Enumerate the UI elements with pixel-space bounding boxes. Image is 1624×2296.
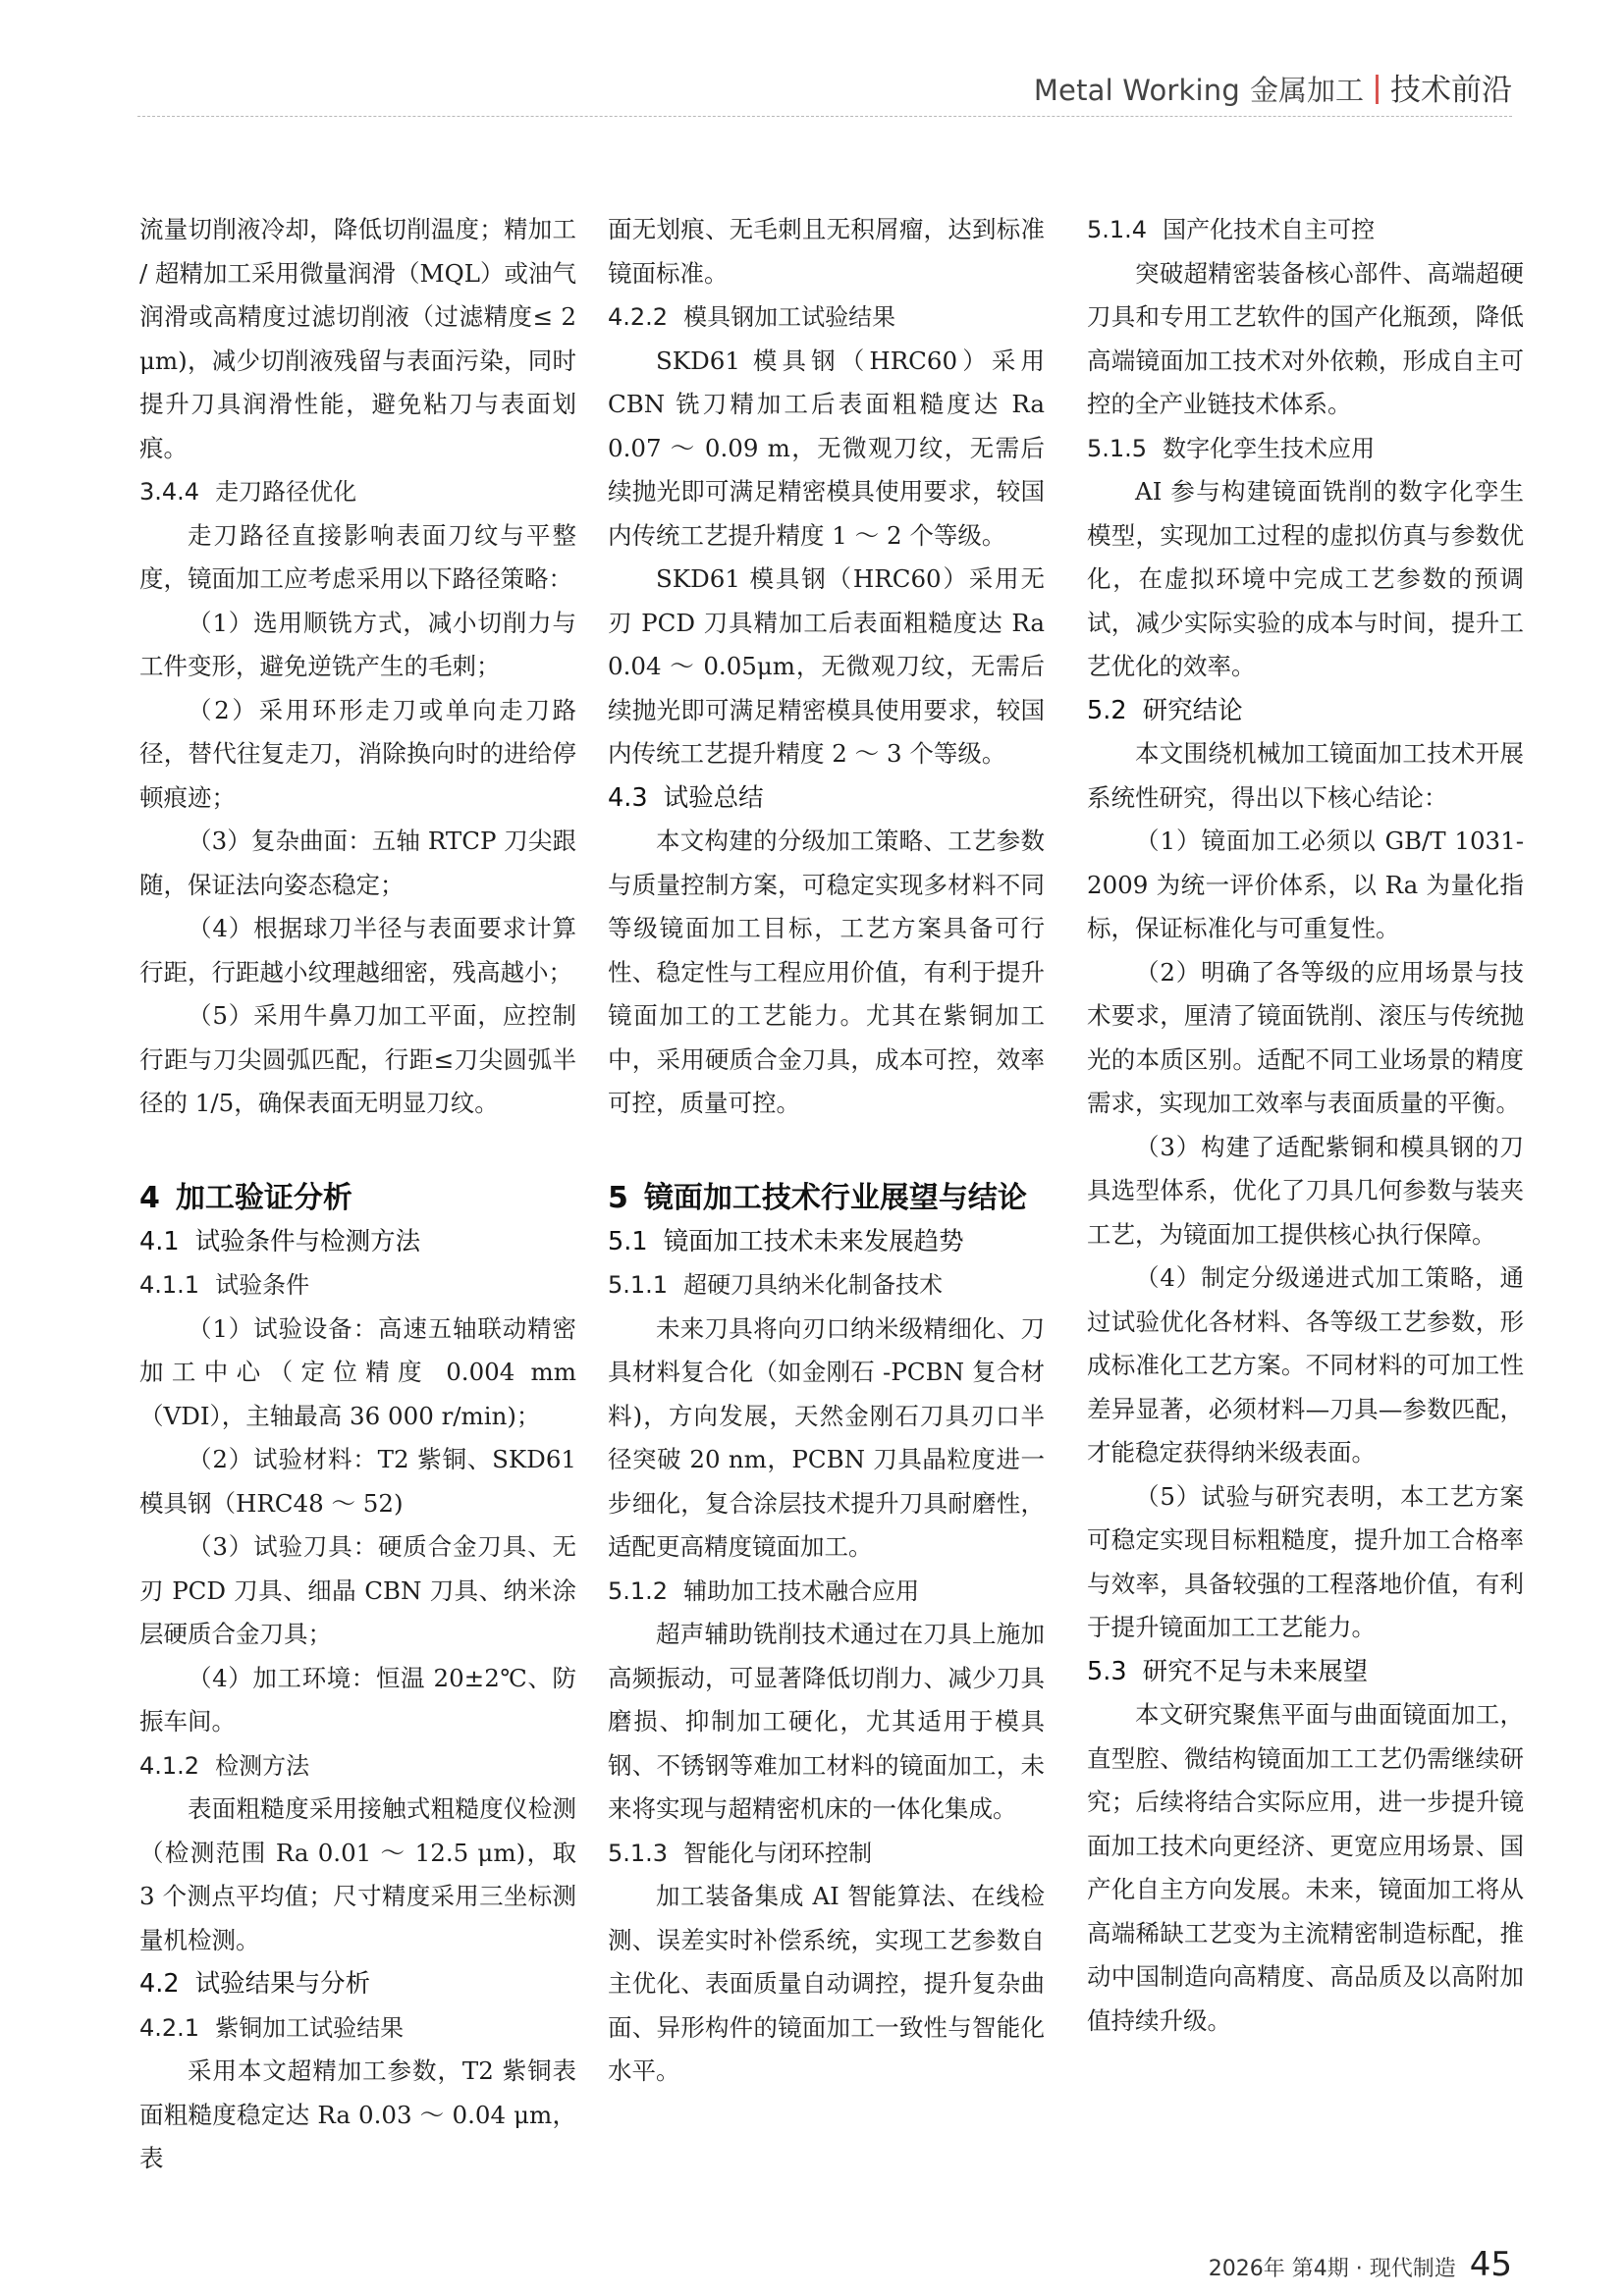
paragraph: 本文构建的分级加工策略、工艺参数与质量控制方案，可稳定实现多材料不同等级镜面加工目标，工艺方案具备可行性、稳定性与工程应用价值，有利于提升镜面加工的工艺能力。尤其在紫铜加工中，采用硬质合金刀具，成本可控，效率可控，质量可控。: [608, 827, 1045, 1117]
heading-title: 智能化与闭环控制: [683, 1839, 873, 1867]
heading-number: 5.1.3: [608, 1839, 669, 1867]
heading-5-3: [1087, 1650, 1524, 1694]
heading-number: 5.1.4: [1087, 216, 1148, 243]
heading-number: 3.4.4: [139, 478, 200, 506]
section-gap: [139, 1126, 576, 1177]
list-item: （2）采用环形走刀或单向走刀路径，替代往复走刀，消除换向时的进给停顿痕迹；: [139, 695, 576, 812]
page-header: [1034, 65, 1512, 109]
paragraph: SKD61 模具钢（HRC60）采用无刃 PCD 刀具精加工后表面粗糙度达 Ra 0.04 ～ 0.05μm，无微观刀纹，无需后续抛光即可满足精密模具使用要求，较国内传统工艺提升精度 2 ～ 3 个等级。: [608, 564, 1045, 768]
list-item: （5）试验与研究表明，本工艺方案可稳定实现目标粗糙度，提升加工合格率与效率，具备较强的工程落地价值，有利于提升镜面加工工艺能力。: [1087, 1481, 1524, 1641]
list-item: （5）采用牛鼻刀加工平面，应控制行距与刀尖圆弧匹配，行距≤刀尖圆弧半径的 1/5，确保表面无明显刀纹。: [139, 1001, 576, 1117]
page-number: 45: [1469, 2245, 1512, 2284]
list-item: （2）试验材料：T2 紫铜、SKD61 模具钢（HRC48 ～ 52): [139, 1445, 576, 1518]
heading-4-2: [139, 1962, 576, 2006]
heading-title: 镜面加工技术未来发展趋势: [663, 1226, 964, 1256]
list-item: （3）试验刀具：硬质合金刀具、无刃 PCD 刀具、细晶 CBN 刀具、纳米涂层硬质合金刀具；: [139, 1532, 576, 1648]
header-divider: [1376, 75, 1379, 104]
heading-3-4-4: [139, 470, 576, 514]
heading-title: 检测方法: [215, 1751, 310, 1780]
paragraph: 流量切削液冷却，降低切削温度；精加工 / 超精加工采用微量润滑（MQL）或油气润滑或高精度过滤切削液（过滤精度≤ 2 μm)，减少切削液残留与表面污染，同时提升刀具润滑性能，避免粘刀与表面划痕。: [139, 215, 576, 462]
heading-title: 紫铜加工试验结果: [215, 2013, 405, 2042]
heading-title: 数字化孪生技术应用: [1163, 434, 1376, 462]
paragraph: 表面粗糙度采用接触式粗糙度仪检测（检测范围 Ra 0.01 ～ 12.5 μm)，取 3 个测点平均值；尺寸精度采用三坐标测量机检测。: [139, 1794, 576, 1954]
heading-5-1-2: [608, 1570, 1045, 1614]
heading-title: 国产化技术自主可控: [1163, 216, 1376, 243]
heading-number: 5.1: [608, 1226, 648, 1256]
list-item: （2）明确了各等级的应用场景与技术要求，厘清了镜面铣削、滚压与传统抛光的本质区别。适配不同工业场景的精度需求，实现加工效率与表面质量的平衡。: [1087, 957, 1524, 1117]
heading-title: 试验条件: [215, 1271, 310, 1299]
paragraph: 本文研究聚焦平面与曲面镜面加工，直型腔、微结构镜面加工工艺仍需继续研究；后续将结合实际应用，进一步提升镜面加工技术向更经济、更宽应用场景、国产化自主方向发展。未来，镜面加工将从高端稀缺工艺变为主流精密制造标配，推动中国制造向高精度、高品质及以高附加值持续升级。: [1087, 1700, 1524, 2035]
paragraph: 加工装备集成 AI 智能算法、在线检测、误差实时补偿系统，实现工艺参数自主优化、表面质量自动调控，提升复杂曲面、异形构件的镜面加工一致性与智能化水平。: [608, 1882, 1045, 2085]
heading-4-1: [139, 1220, 576, 1264]
list-item: （3）复杂曲面：五轴 RTCP 刀尖跟随，保证法向姿态稳定；: [139, 827, 576, 899]
heading-5-1-4: [1087, 208, 1524, 252]
list-item: （1）选用顺铣方式，减小切削力与工件变形，避免逆铣产生的毛刺；: [139, 608, 576, 680]
paragraph: 超声辅助铣削技术通过在刀具上施加高频振动，可显著降低切削力、减少刀具磨损、抑制加工硬化，尤其适用于模具钢、不锈钢等难加工材料的镜面加工，未来将实现与超精密机床的一体化集成。: [608, 1620, 1045, 1823]
heading-4-2-2: [608, 295, 1045, 340]
list-item: （3）构建了适配紫铜和模具钢的刀具选型体系，优化了刀具几何参数与装夹工艺，为镜面加工提供核心执行保障。: [1087, 1132, 1524, 1249]
heading-5-2: [1087, 689, 1524, 733]
journal-name-cn: 金属加工: [1249, 74, 1364, 107]
heading-number: 5.3: [1087, 1656, 1127, 1686]
heading-title: 辅助加工技术融合应用: [683, 1576, 920, 1605]
heading-number: 4.1.2: [139, 1751, 200, 1780]
column-3: [1087, 208, 1524, 2043]
heading-number: 5.1.5: [1087, 434, 1148, 462]
paragraph: 走刀路径直接影响表面刀纹与平整度，镜面加工应考虑采用以下路径策略：: [139, 520, 576, 593]
heading-title: 走刀路径优化: [215, 478, 357, 506]
paragraph: 未来刀具将向刃口纳米级精细化、刀具材料复合化（如金刚石 -PCBN 复合材料)，方向发展，天然金刚石刀具刃口半径突破 20 nm，PCBN 刀具晶粒度进一步细化，复合涂层技术提升刀具耐磨性，适配更高精度镜面加工。: [608, 1313, 1045, 1561]
paragraph: 突破超精密装备核心部件、高端超硬刀具和专用工艺软件的国产化瓶颈，降低高端镜面加工技术对外依赖，形成自主可控的全产业链技术体系。: [1087, 258, 1524, 418]
paragraph: 采用本文超精加工参数，T2 紫铜表面粗糙度稳定达 Ra 0.03 ～ 0.04 μm，表: [139, 2056, 576, 2172]
list-item: （4）根据球刀半径与表面要求计算行距，行距越小纹理越细密，残高越小；: [139, 914, 576, 987]
heading-5-1-1: [608, 1263, 1045, 1308]
heading-4: [139, 1177, 576, 1220]
heading-number: 5.2: [1087, 695, 1127, 725]
paragraph: AI 参与构建镜面铣削的数字化孪生模型，实现加工过程的虚拟仿真与参数优化，在虚拟环境中完成工艺参数的预调试，减少实际实验的成本与时间，提升工艺优化的效率。: [1087, 477, 1524, 680]
heading-4-2-1: [139, 2006, 576, 2051]
heading-number: 4.2: [139, 1969, 180, 1999]
heading-title: 研究不足与未来展望: [1142, 1656, 1369, 1686]
heading-number: 5.1.1: [608, 1271, 669, 1299]
heading-4-1-1: [139, 1263, 576, 1308]
heading-number: 5: [608, 1180, 628, 1215]
section-gap: [608, 1126, 1045, 1177]
journal-name-en: Metal Working: [1033, 74, 1240, 107]
column-2: [608, 208, 1045, 2094]
heading-title: 加工验证分析: [175, 1180, 352, 1215]
list-item: （4）加工环境：恒温 20±2℃、防振车间。: [139, 1663, 576, 1735]
list-item: （4）制定分级递进式加工策略，通过试验优化各材料、各等级工艺参数，形成标准化工艺方案。不同材料的可加工性差异显著，必须材料—刀具—参数匹配，才能稳定获得纳米级表面。: [1087, 1263, 1524, 1467]
heading-title: 研究结论: [1142, 695, 1243, 725]
paragraph: 面无划痕、无毛刺且无积屑瘤，达到标准镜面标准。: [608, 215, 1045, 288]
page-footer: [1209, 2245, 1512, 2284]
heading-title: 试验总结: [663, 782, 764, 813]
heading-number: 4.2.2: [608, 303, 669, 331]
list-item: （1）试验设备：高速五轴联动精密加工中心（定位精度 0.004 mm（VDI），主轴最高 36 000 r/min)；: [139, 1313, 576, 1430]
heading-title: 模具钢加工试验结果: [683, 303, 896, 331]
heading-4-3: [608, 776, 1045, 821]
column-1: [139, 208, 576, 2181]
heading-number: 4.1.1: [139, 1271, 200, 1299]
heading-number: 4: [139, 1180, 160, 1215]
list-item: （1）镜面加工必须以 GB/T 1031-2009 为统一评价体系，以 Ra 为量化指标，保证标准化与可重复性。: [1087, 827, 1524, 942]
header-rule: [137, 116, 1512, 117]
paragraph: 本文围绕机械加工镜面加工技术开展系统性研究，得出以下核心结论：: [1087, 739, 1524, 812]
heading-title: 试验条件与检测方法: [194, 1226, 421, 1256]
heading-5-1: [608, 1220, 1045, 1264]
heading-title: 超硬刀具纳米化制备技术: [683, 1271, 944, 1299]
heading-5: [608, 1177, 1045, 1220]
heading-5-1-5: [1087, 427, 1524, 471]
heading-title: 镜面加工技术行业展望与结论: [643, 1180, 1027, 1215]
heading-title: 试验结果与分析: [194, 1969, 371, 1999]
heading-number: 4.2.1: [139, 2013, 200, 2042]
issue-info: 2026年 第4期 · 现代制造: [1208, 2257, 1456, 2281]
paragraph: SKD61 模具钢（HRC60）采用 CBN 铣刀精加工后表面粗糙度达 Ra 0.07 ～ 0.09 m，无微观刀纹，无需后续抛光即可满足精密模具使用要求，较国内传统工艺提升精度 1 ～ 2 个等级。: [608, 346, 1045, 550]
heading-number: 4.3: [608, 782, 648, 813]
heading-number: 4.1: [139, 1226, 180, 1256]
heading-4-1-2: [139, 1744, 576, 1789]
section-name: 技术前沿: [1390, 73, 1512, 108]
heading-5-1-3: [608, 1832, 1045, 1876]
heading-number: 5.1.2: [608, 1576, 669, 1605]
